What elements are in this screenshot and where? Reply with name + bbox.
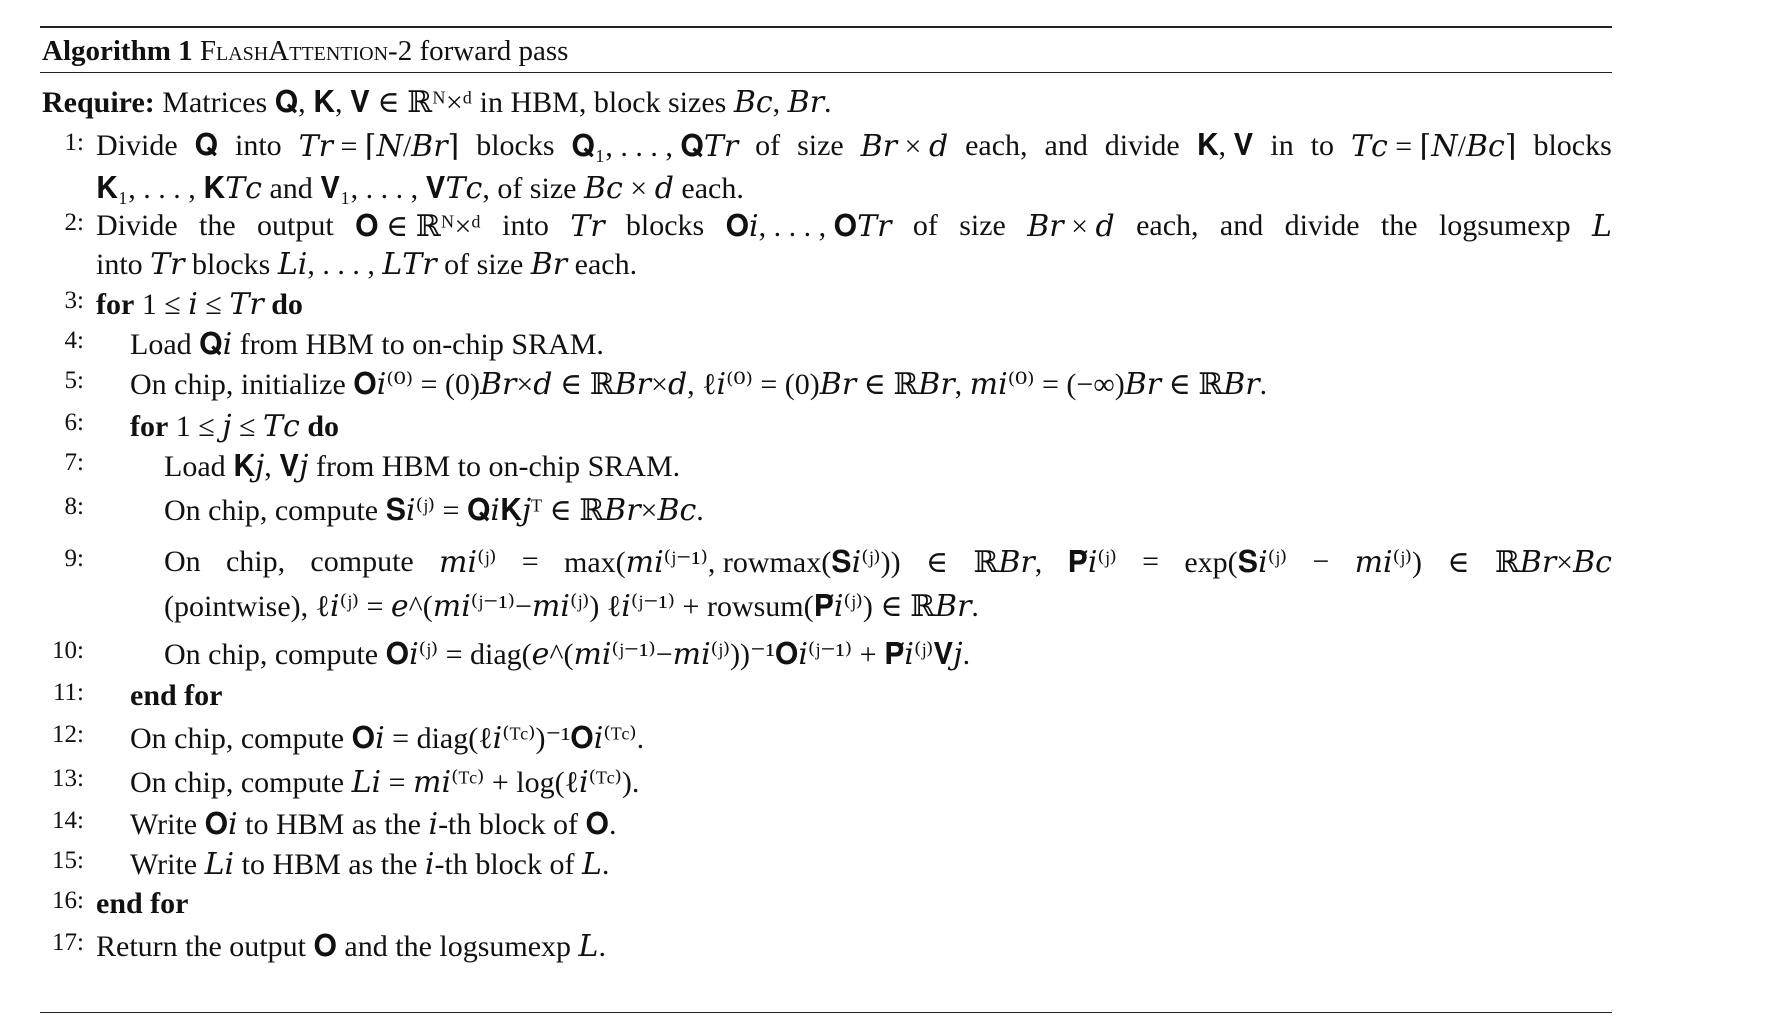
word: Divide — [96, 129, 178, 162]
word: compute — [310, 545, 414, 578]
line-number: 6: — [64, 409, 84, 436]
word: of — [755, 129, 781, 162]
line-number: 5: — [64, 367, 84, 394]
do-keyword: do — [271, 288, 303, 321]
word: the — [1380, 209, 1418, 242]
word: 𝐎𝑖, . . . , 𝐎𝑇𝑟 — [725, 210, 892, 243]
line-text: On chip, compute 𝐎𝑖 = diag(ℓ𝑖⁽ᵀᶜ⁾)⁻¹𝐎𝑖⁽ᵀᶜ⁾. — [130, 722, 645, 755]
word: divide — [1284, 209, 1360, 242]
caption-rule — [40, 72, 1612, 73]
word: = — [1142, 545, 1160, 578]
word: into — [235, 129, 282, 162]
word: divide — [1104, 129, 1180, 162]
line-text: Load 𝐊𝑗, 𝐕𝑗 from HBM to on-chip SRAM. — [164, 450, 681, 483]
line-number: 3: — [64, 287, 84, 314]
for-keyword: for — [96, 288, 135, 321]
word: 𝐊, 𝐕 — [1196, 129, 1254, 162]
algorithm-title-rest: -2 forward pass — [388, 35, 569, 67]
line-text: 𝐊₁, . . . , 𝐊𝑇𝑐 and 𝐕₁, . . . , 𝐕𝑇𝑐, of size 𝐵𝑐 × 𝑑 each. — [96, 172, 744, 205]
word: 𝐎 ∈ ℝᴺ×ᵈ — [355, 210, 481, 243]
line-text: Load 𝐐𝑖 from HBM to on-chip SRAM. — [130, 328, 604, 361]
word: blocks — [476, 129, 555, 162]
word: 𝐵𝑟 × 𝑑 — [860, 130, 949, 163]
word: ℝ𝐵𝑟, — [973, 546, 1043, 579]
line-text: On chip, compute 𝐒𝑖⁽ʲ⁾ = 𝐐𝑖𝐊𝑗ᵀ ∈ ℝ𝐵𝑟×𝐵𝑐. — [164, 494, 704, 527]
word: Divide — [96, 209, 178, 242]
word: ∈ — [925, 546, 949, 579]
do-keyword: do — [307, 410, 340, 443]
line-text: On chip, compute 𝐿𝑖 = 𝑚𝑖⁽ᵀᶜ⁾ + log(ℓ𝑖⁽ᵀᶜ⁾). — [130, 766, 640, 799]
line-text: On chip, initialize 𝐎𝑖⁽⁰⁾ = (0)𝐵𝑟×𝑑 ∈ ℝ𝐵𝑟×𝑑, ℓ𝑖⁽⁰⁾ = (0)𝐵𝑟 ∈ ℝ𝐵𝑟, 𝑚𝑖⁽⁰⁾ = (−∞)𝐵𝑟 ∈ ℝ𝐵𝑟. — [130, 368, 1268, 401]
line-number: 16: — [52, 887, 84, 914]
word: logsumexp — [1438, 209, 1571, 242]
line-text: into 𝑇𝑟 blocks 𝐿𝑖, . . . , 𝐿𝑇𝑟 of size 𝐵𝑟 each. — [96, 248, 638, 281]
line-text — [96, 209, 1612, 244]
word: 𝑇𝑟 — [570, 210, 605, 243]
loop-range: 1 ≤ 𝑖 ≤ 𝑇𝑟 — [134, 288, 272, 321]
algorithm-caption — [40, 28, 1612, 72]
line-text — [130, 409, 339, 444]
word: 𝑚𝑖⁽ʲ⁾ — [439, 546, 497, 579]
algorithm-block — [40, 26, 1612, 963]
word: blocks — [1533, 129, 1612, 162]
loop-range: 1 ≤ 𝑗 ≤ 𝑇𝑐 — [168, 410, 308, 443]
word: ℝ𝐵𝑟×𝐵𝑐 — [1494, 546, 1612, 579]
word: in — [1270, 129, 1294, 162]
line-number: 4: — [64, 327, 84, 354]
word: max(𝑚𝑖⁽ʲ⁻¹⁾, rowmax(𝐒𝑖⁽ʲ⁾)) — [563, 546, 901, 579]
word: On — [164, 545, 201, 578]
word: and — [1044, 129, 1088, 162]
require-keyword: Require: — [42, 86, 155, 119]
line-number: 8: — [64, 493, 84, 520]
require-text: Matrices 𝐐, 𝐊, 𝐕 ∈ ℝᴺ×ᵈ in HBM, block sizes 𝐵𝑐, 𝐵𝑟. — [162, 86, 832, 119]
word: 𝑚𝑖⁽ʲ⁾) — [1354, 546, 1423, 579]
line-number: 10: — [52, 637, 84, 664]
word: blocks — [625, 209, 705, 242]
word: 𝑇𝑟 = ⌈𝑁/𝐵𝑟⌉ — [298, 130, 460, 163]
word: each, — [1136, 209, 1199, 242]
word: ∈ — [1447, 546, 1470, 579]
line-number: 11: — [52, 679, 84, 706]
line-number: 12: — [52, 721, 84, 748]
line-text: Write 𝐿𝑖 to HBM as the 𝑖-th block of 𝐿. — [130, 848, 610, 881]
line-number: 2: — [64, 209, 84, 236]
word: output — [257, 209, 334, 242]
word: 𝐵𝑟 × 𝑑 — [1027, 210, 1115, 243]
line-text: On chip, compute 𝐎𝑖⁽ʲ⁾ = diag(𝑒^(𝑚𝑖⁽ʲ⁻¹⁾−𝑚𝑖⁽ʲ⁾))⁻¹𝐎𝑖⁽ʲ⁻¹⁾ + 𝐏̃𝑖⁽ʲ⁾𝐕𝑗. — [164, 638, 971, 671]
word: size — [959, 209, 1006, 242]
end-for-keyword: end for — [96, 887, 189, 920]
word: exp(𝐒𝑖⁽ʲ⁾ — [1184, 546, 1288, 579]
line-number: 17: — [52, 929, 84, 956]
algorithm-label: Algorithm 1 — [42, 35, 193, 67]
line-number: 9: — [64, 545, 84, 572]
word: − — [1312, 545, 1330, 578]
line-number: 15: — [52, 847, 84, 874]
line-number: 7: — [64, 449, 84, 476]
line-number: 1: — [64, 129, 84, 156]
word: the — [199, 209, 236, 242]
for-keyword: for — [130, 410, 169, 443]
line-number: 14: — [52, 807, 84, 834]
word: each, — [965, 129, 1028, 162]
bottom-rule — [40, 1012, 1612, 1013]
word: 𝑇𝑐 = ⌈𝑁/𝐵𝑐⌉ — [1350, 130, 1517, 163]
word: 𝐐₁, . . . , 𝐐𝑇𝑟 — [571, 130, 739, 163]
line-text: Write 𝐎𝑖 to HBM as the 𝑖-th block of 𝐎. — [130, 808, 617, 841]
word: 𝐏̃𝑖⁽ʲ⁾ — [1067, 546, 1117, 579]
word: to — [1310, 129, 1334, 162]
line-text — [164, 545, 1612, 580]
line-text: (pointwise), ℓ𝑖⁽ʲ⁾ = 𝑒^(𝑚𝑖⁽ʲ⁻¹⁾−𝑚𝑖⁽ʲ⁾) ℓ𝑖⁽ʲ⁻¹⁾ + rowsum(𝐏̃𝑖⁽ʲ⁾) ∈ ℝ𝐵𝑟. — [164, 590, 979, 623]
word: = — [521, 545, 539, 578]
line-text: Return the output 𝐎 and the logsumexp 𝐿. — [96, 930, 606, 963]
word: and — [1219, 209, 1264, 242]
line-number: 13: — [52, 765, 84, 792]
algorithm-title-name: FlashAttention — [199, 35, 389, 67]
word: into — [502, 209, 549, 242]
word: 𝐿 — [1591, 210, 1612, 243]
end-for-keyword: end for — [130, 679, 223, 712]
word: size — [797, 129, 844, 162]
word: 𝐐 — [194, 129, 219, 162]
line-text — [96, 287, 303, 322]
word: of — [912, 209, 938, 242]
line-text — [96, 129, 1612, 164]
word: chip, — [225, 545, 286, 578]
